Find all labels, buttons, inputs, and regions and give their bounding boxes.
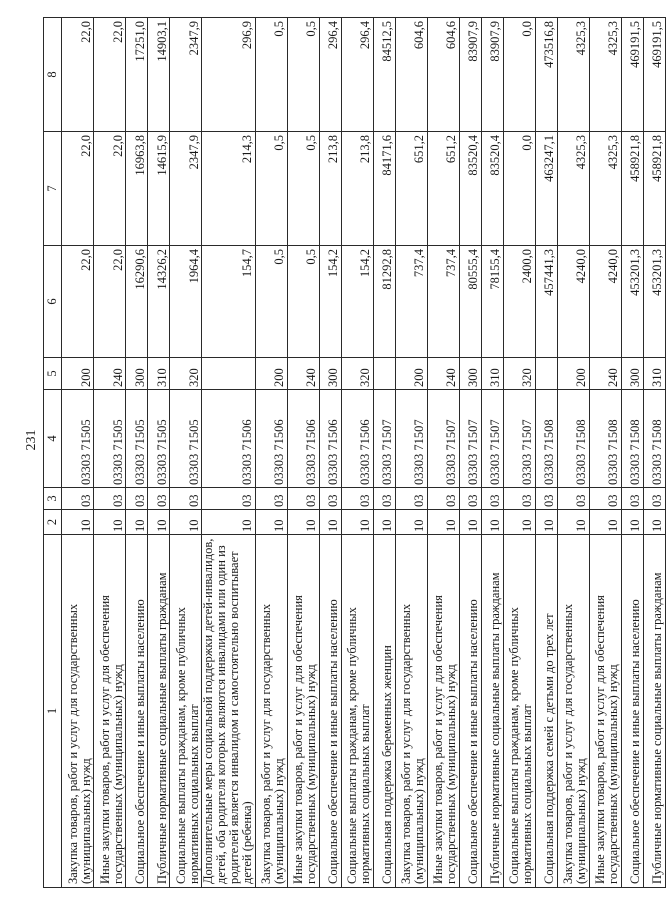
row-expense-type: 320	[341, 358, 373, 390]
row-amount-col7: 22,0	[62, 132, 94, 246]
row-description: Социальное обеспечение и иные выплаты населению	[459, 535, 481, 888]
row-amount-col8: 2347,9	[170, 18, 202, 132]
row-amount-col6: 22,0	[62, 246, 94, 358]
row-section-code: 10	[287, 510, 319, 535]
header-cell-1: 1	[44, 535, 62, 888]
row-description: Социальные выплаты гражданам, кроме публичных нормативных социальных выплат	[341, 535, 373, 888]
row-subsection-code: 03	[373, 488, 395, 510]
table-row	[341, 18, 373, 888]
row-amount-col7: 651,2	[395, 132, 427, 246]
row-section-code: 10	[395, 510, 427, 535]
row-subsection-code: 03	[459, 488, 481, 510]
row-amount-col8: 83907,9	[481, 18, 503, 132]
row-amount-col6: 81292,8	[373, 246, 395, 358]
row-subsection-code: 03	[395, 488, 427, 510]
header-cell-5: 5	[44, 358, 62, 390]
row-target-article: 03303 71505	[148, 390, 170, 488]
row-description: Социальное обеспечение и иные выплаты населению	[319, 535, 341, 888]
row-target-article: 03303 71507	[373, 390, 395, 488]
row-subsection-code: 03	[148, 488, 170, 510]
row-subsection-code: 03	[481, 488, 503, 510]
header-cell-7: 7	[44, 132, 62, 246]
header-cell-6: 6	[44, 246, 62, 358]
row-target-article: 03303 71508	[589, 390, 621, 488]
table-row	[170, 18, 202, 888]
row-description: Иные закупки товаров, работ и услуг для обеспечения государственных (муниципальных) нужд	[427, 535, 459, 888]
table-row	[481, 18, 503, 888]
row-expense-type: 310	[481, 358, 503, 390]
row-target-article: 03303 71508	[643, 390, 665, 488]
row-amount-col7: 458921,8	[621, 132, 643, 246]
header-cell-2: 2	[44, 510, 62, 535]
row-section-code: 10	[503, 510, 535, 535]
row-description: Социальное обеспечение и иные выплаты населению	[126, 535, 148, 888]
row-section-code: 10	[557, 510, 589, 535]
row-amount-col8: 17251,0	[126, 18, 148, 132]
row-expense-type: 200	[395, 358, 427, 390]
table-row	[373, 18, 395, 888]
row-description: Закупка товаров, работ и услуг для государственных (муниципальных) нужд	[557, 535, 589, 888]
row-section-code: 10	[94, 510, 126, 535]
header-cell-8: 8	[44, 18, 62, 132]
row-target-article: 03303 71505	[126, 390, 148, 488]
row-amount-col6: 154,2	[341, 246, 373, 358]
row-target-article: 03303 71508	[557, 390, 589, 488]
row-target-article: 03303 71505	[62, 390, 94, 488]
row-amount-col8: 0,0	[503, 18, 535, 132]
table-row	[503, 18, 535, 888]
row-subsection-code: 03	[643, 488, 665, 510]
row-subsection-code: 03	[255, 488, 287, 510]
row-target-article: 03303 71506	[341, 390, 373, 488]
row-amount-col6: 14326,2	[148, 246, 170, 358]
row-amount-col7: 463247,1	[535, 132, 557, 246]
row-amount-col7: 0,5	[287, 132, 319, 246]
row-target-article: 03303 71507	[481, 390, 503, 488]
row-expense-type: 240	[427, 358, 459, 390]
row-amount-col6: 80555,4	[459, 246, 481, 358]
row-amount-col6: 453201,3	[621, 246, 643, 358]
row-section-code: 10	[148, 510, 170, 535]
row-expense-type: 200	[557, 358, 589, 390]
row-expense-type: 240	[287, 358, 319, 390]
row-amount-col6: 737,4	[395, 246, 427, 358]
row-section-code: 10	[621, 510, 643, 535]
row-amount-col8: 604,6	[427, 18, 459, 132]
row-amount-col7: 651,2	[427, 132, 459, 246]
row-description: Социальная поддержка семей с детьми до трех лет	[535, 535, 557, 888]
row-expense-type	[535, 358, 557, 390]
row-amount-col6: 4240,0	[589, 246, 621, 358]
table-row	[459, 18, 481, 888]
row-subsection-code: 03	[126, 488, 148, 510]
row-amount-col8: 0,5	[287, 18, 319, 132]
row-subsection-code: 03	[170, 488, 202, 510]
row-amount-col7: 213,8	[319, 132, 341, 246]
row-target-article: 03303 71508	[621, 390, 643, 488]
row-section-code: 10	[62, 510, 94, 535]
row-amount-col7: 14615,9	[148, 132, 170, 246]
row-amount-col7: 4325,3	[589, 132, 621, 246]
row-expense-type: 240	[94, 358, 126, 390]
row-expense-type	[373, 358, 395, 390]
row-amount-col8: 296,9	[202, 18, 256, 132]
row-amount-col7: 22,0	[94, 132, 126, 246]
table-row	[427, 18, 459, 888]
row-section-code: 10	[481, 510, 503, 535]
row-amount-col6: 457441,3	[535, 246, 557, 358]
header-row	[44, 18, 62, 888]
header-cell-4: 4	[44, 390, 62, 488]
row-amount-col7: 214,3	[202, 132, 256, 246]
page-number: 231	[24, 429, 39, 451]
table-row	[535, 18, 557, 888]
row-section-code: 10	[535, 510, 557, 535]
row-subsection-code: 03	[557, 488, 589, 510]
row-expense-type: 200	[62, 358, 94, 390]
row-section-code: 10	[341, 510, 373, 535]
row-amount-col7: 0,0	[503, 132, 535, 246]
table-row	[202, 18, 256, 888]
row-amount-col6: 78155,4	[481, 246, 503, 358]
row-amount-col8: 4325,3	[557, 18, 589, 132]
row-description: Социальная поддержка беременных женщин	[373, 535, 395, 888]
row-target-article: 03303 71508	[535, 390, 557, 488]
row-expense-type: 320	[170, 358, 202, 390]
row-target-article: 03303 71506	[319, 390, 341, 488]
row-section-code: 10	[589, 510, 621, 535]
row-subsection-code: 03	[62, 488, 94, 510]
row-description: Дополнительные меры социальной поддержки детей-инвалидов, детей, оба родителя которых являются инвалидами или один из родителей является инвалидом и самостоятельно воспитывает детей (ребенка)	[202, 535, 256, 888]
row-section-code: 10	[427, 510, 459, 535]
row-description: Закупка товаров, работ и услуг для государственных (муниципальных) нужд	[395, 535, 427, 888]
row-target-article: 03303 71506	[287, 390, 319, 488]
table-body	[62, 18, 666, 888]
row-target-article: 03303 71506	[202, 390, 256, 488]
row-amount-col8: 604,6	[395, 18, 427, 132]
budget-table	[43, 17, 666, 888]
row-subsection-code: 03	[427, 488, 459, 510]
row-amount-col6: 16290,6	[126, 246, 148, 358]
row-subsection-code: 03	[94, 488, 126, 510]
row-subsection-code: 03	[319, 488, 341, 510]
row-amount-col6: 154,2	[319, 246, 341, 358]
table-row	[589, 18, 621, 888]
row-expense-type	[202, 358, 256, 390]
row-subsection-code: 03	[341, 488, 373, 510]
row-amount-col6: 0,5	[255, 246, 287, 358]
row-amount-col6: 2400,0	[503, 246, 535, 358]
row-subsection-code: 03	[287, 488, 319, 510]
row-subsection-code: 03	[503, 488, 535, 510]
row-amount-col8: 84512,5	[373, 18, 395, 132]
row-target-article: 03303 71505	[170, 390, 202, 488]
row-amount-col8: 0,5	[255, 18, 287, 132]
row-description: Закупка товаров, работ и услуг для государственных (муниципальных) нужд	[255, 535, 287, 888]
row-amount-col8: 22,0	[62, 18, 94, 132]
row-amount-col6: 1964,4	[170, 246, 202, 358]
table-row	[255, 18, 287, 888]
row-expense-type: 300	[319, 358, 341, 390]
row-section-code: 10	[643, 510, 665, 535]
table-row	[62, 18, 94, 888]
row-amount-col7: 83520,4	[459, 132, 481, 246]
row-subsection-code: 03	[202, 488, 256, 510]
table-row	[148, 18, 170, 888]
row-section-code: 10	[126, 510, 148, 535]
row-section-code: 10	[255, 510, 287, 535]
row-target-article: 03303 71507	[395, 390, 427, 488]
row-expense-type: 240	[589, 358, 621, 390]
row-expense-type: 310	[643, 358, 665, 390]
budget-table-rotated	[43, 18, 665, 888]
row-target-article: 03303 71507	[459, 390, 481, 488]
row-amount-col7: 2347,9	[170, 132, 202, 246]
row-amount-col8: 469191,5	[643, 18, 665, 132]
row-target-article: 03303 71507	[503, 390, 535, 488]
row-target-article: 03303 71507	[427, 390, 459, 488]
row-section-code: 10	[319, 510, 341, 535]
row-amount-col6: 737,4	[427, 246, 459, 358]
table-row	[126, 18, 148, 888]
row-amount-col6: 0,5	[287, 246, 319, 358]
row-amount-col8: 83907,9	[459, 18, 481, 132]
row-target-article: 03303 71506	[255, 390, 287, 488]
row-amount-col8: 296,4	[341, 18, 373, 132]
row-description: Иные закупки товаров, работ и услуг для обеспечения государственных (муниципальных) нужд	[94, 535, 126, 888]
row-amount-col7: 83520,4	[481, 132, 503, 246]
row-description: Публичные нормативные социальные выплаты гражданам	[148, 535, 170, 888]
row-section-code: 10	[170, 510, 202, 535]
table-row	[94, 18, 126, 888]
row-section-code: 10	[459, 510, 481, 535]
row-expense-type: 300	[459, 358, 481, 390]
table-row	[643, 18, 665, 888]
row-expense-type: 300	[126, 358, 148, 390]
row-amount-col7: 16963,8	[126, 132, 148, 246]
row-amount-col8: 22,0	[94, 18, 126, 132]
row-amount-col6: 154,7	[202, 246, 256, 358]
table-row	[395, 18, 427, 888]
row-subsection-code: 03	[589, 488, 621, 510]
row-amount-col7: 0,5	[255, 132, 287, 246]
row-expense-type: 320	[503, 358, 535, 390]
row-description: Публичные нормативные социальные выплаты гражданам	[643, 535, 665, 888]
row-expense-type: 300	[621, 358, 643, 390]
row-amount-col7: 213,8	[341, 132, 373, 246]
row-description: Иные закупки товаров, работ и услуг для обеспечения государственных (муниципальных) нужд	[589, 535, 621, 888]
row-amount-col6: 22,0	[94, 246, 126, 358]
row-amount-col8: 296,4	[319, 18, 341, 132]
table-row	[557, 18, 589, 888]
table-row	[319, 18, 341, 888]
row-amount-col7: 84171,6	[373, 132, 395, 246]
row-description: Социальные выплаты гражданам, кроме публичных нормативных социальных выплат	[503, 535, 535, 888]
row-expense-type: 310	[148, 358, 170, 390]
row-amount-col6: 453201,3	[643, 246, 665, 358]
row-amount-col7: 4325,3	[557, 132, 589, 246]
row-amount-col8: 4325,3	[589, 18, 621, 132]
row-target-article: 03303 71505	[94, 390, 126, 488]
table-row	[287, 18, 319, 888]
row-amount-col6: 4240,0	[557, 246, 589, 358]
row-description: Социальное обеспечение и иные выплаты населению	[621, 535, 643, 888]
row-amount-col8: 473516,8	[535, 18, 557, 132]
row-expense-type: 200	[255, 358, 287, 390]
row-subsection-code: 03	[535, 488, 557, 510]
table-row	[621, 18, 643, 888]
row-section-code: 10	[202, 510, 256, 535]
row-amount-col8: 469191,5	[621, 18, 643, 132]
row-description: Социальные выплаты гражданам, кроме публичных нормативных социальных выплат	[170, 535, 202, 888]
row-description: Публичные нормативные социальные выплаты гражданам	[481, 535, 503, 888]
row-subsection-code: 03	[621, 488, 643, 510]
header-cell-3: 3	[44, 488, 62, 510]
row-section-code: 10	[373, 510, 395, 535]
row-amount-col8: 14903,1	[148, 18, 170, 132]
row-description: Закупка товаров, работ и услуг для государственных (муниципальных) нужд	[62, 535, 94, 888]
row-description: Иные закупки товаров, работ и услуг для обеспечения государственных (муниципальных) нужд	[287, 535, 319, 888]
row-amount-col7: 458921,8	[643, 132, 665, 246]
